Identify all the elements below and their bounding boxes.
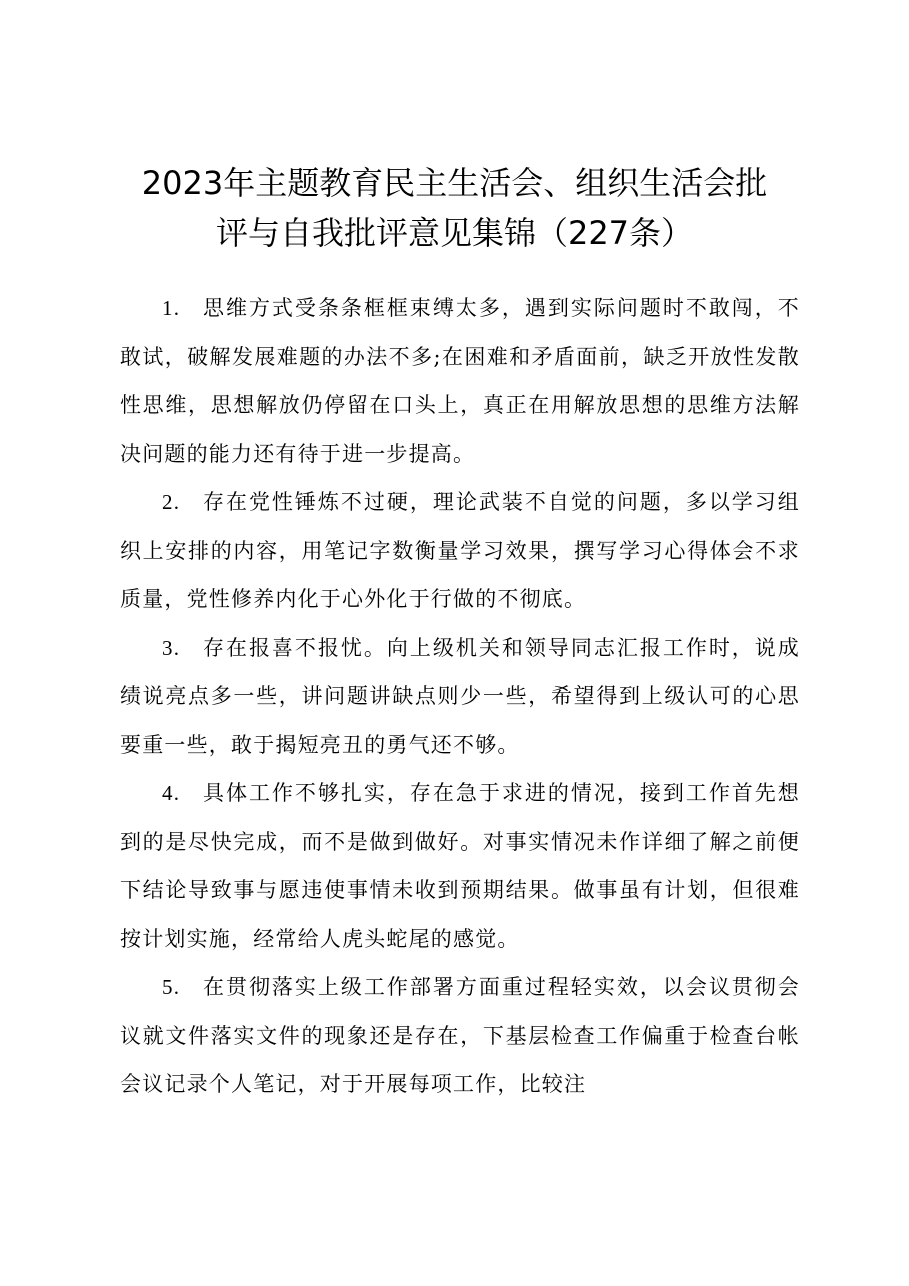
document-title — [100, 158, 809, 258]
item-text: 在贯彻落实上级工作部署方面重过程轻实效，以会议贯彻会议就文件落实文件的现象还是存在，下基层检查工作偏重于检查台帐会议记录个人笔记，对于开展每项工作，比较注 — [120, 975, 800, 1096]
item-text: 具体工作不够扎实，存在急于求进的情况，接到工作首先想到的是尽快完成，而不是做到做好。对事实情况未作详细了解之前便下结论导致事与愿违使事情未收到预期结果。做事虽有计划，但很难按计划实施，经常给人虎头蛇尾的感觉。 — [120, 781, 800, 951]
list-item — [120, 284, 800, 478]
item-number: 3. — [162, 635, 181, 660]
document-body — [120, 284, 800, 1109]
item-text: 思维方式受条条框框束缚太多，遇到实际问题时不敢闯，不敢试，破解发展难题的办法不多;在困难和矛盾面前，缺乏开放性发散性思维，思想解放仍停留在口头上，真正在用解放思想的思维方法解决问题的能力还有待于进一步提高。 — [120, 296, 800, 466]
item-number: 1. — [162, 296, 181, 320]
list-item — [120, 963, 800, 1109]
list-item — [120, 624, 800, 770]
list-item — [120, 769, 800, 963]
list-item — [120, 478, 800, 624]
item-number: 2. — [162, 490, 181, 514]
item-number: 5. — [162, 975, 181, 999]
item-text: 存在党性锤炼不过硬，理论武装不自觉的问题，多以学习组织上安排的内容，用笔记字数衡量学习效果，撰写学习心得体会不求质量，党性修养内化于心外化于行做的不彻底。 — [120, 490, 800, 611]
item-number: 4. — [162, 781, 181, 805]
title-line-2: 评与自我批评意见集锦（227条） — [215, 214, 694, 252]
title-line-1: 2023年主题教育民主生活会、组织生活会批 — [141, 164, 768, 202]
item-text: 存在报喜不报忧。向上级机关和领导同志汇报工作时，说成绩说亮点多一些，讲问题讲缺点则少一些，希望得到上级认可的心思要重一些，敢于揭短亮丑的勇气还不够。 — [120, 635, 800, 757]
